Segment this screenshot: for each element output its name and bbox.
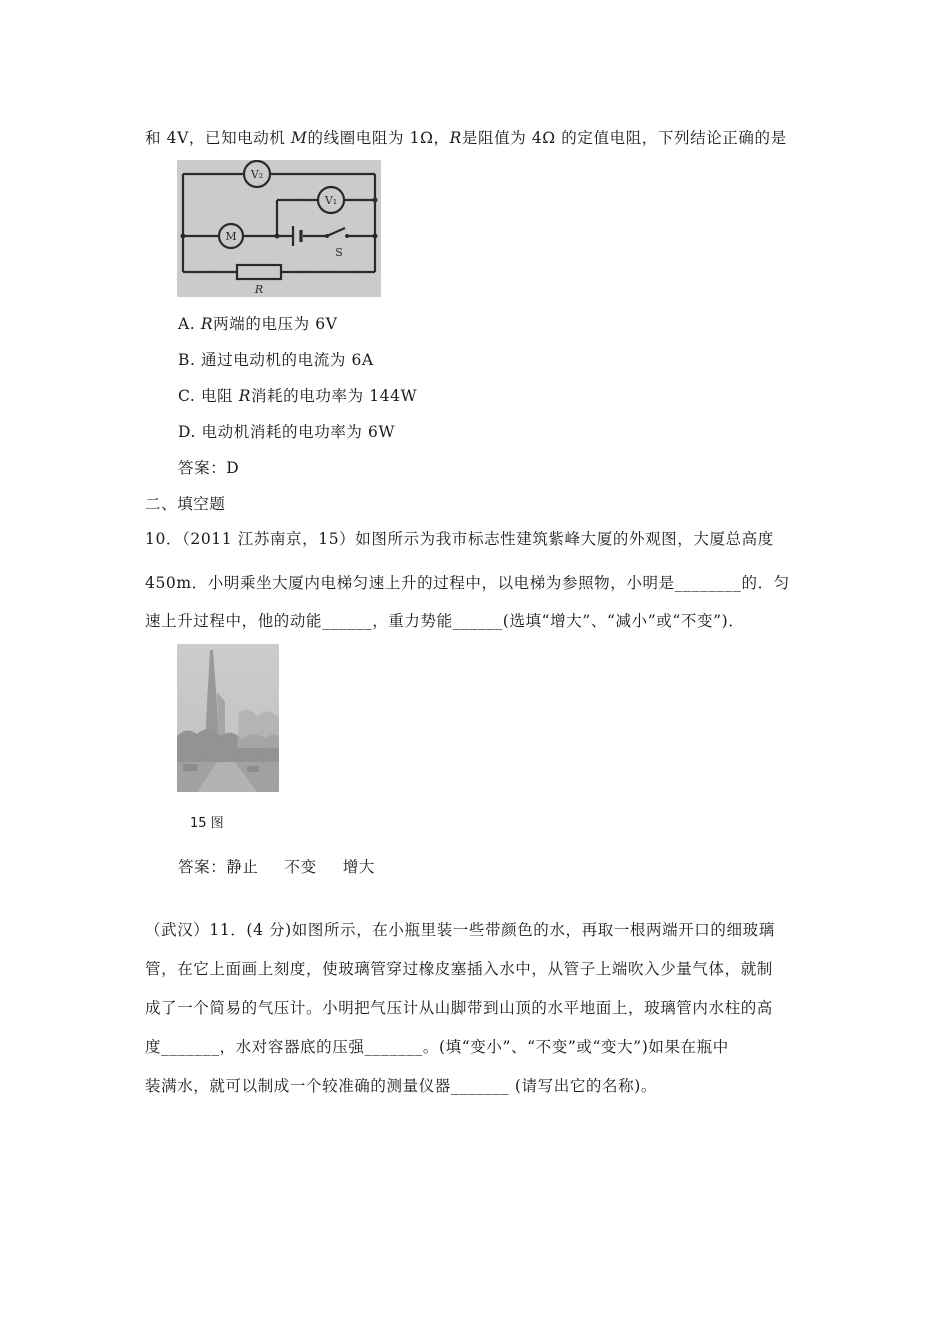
q10-answer: 答案：静止 不变 增大	[178, 858, 375, 876]
q9-option-c: C. 电阻 R消耗的电功率为 144W	[178, 387, 418, 405]
q11-line-1: （武汉）11．(4 分)如图所示，在小瓶里装一些带颜色的水，再取一根两端开口的细玻璃	[145, 921, 775, 939]
label-motor: M	[225, 230, 237, 243]
section-title: 二、填空题	[145, 495, 226, 513]
building-photo	[177, 644, 279, 792]
label-switch: S	[335, 246, 343, 259]
q9-stem-resistor-symbol: R	[449, 129, 462, 147]
label-v2: V₂	[250, 168, 264, 181]
q9-stem	[145, 128, 787, 148]
q11-line-2: 管，在它上面画上刻度，使玻璃管穿过橡皮塞插入水中，从管子上端吹入少量气体，就制	[145, 960, 773, 978]
circuit-diagram	[177, 160, 381, 297]
q11-line-5: 装满水，就可以制成一个较准确的测量仪器_______ (请写出它的名称)。	[145, 1077, 657, 1095]
q9-answer: 答案：D	[178, 459, 240, 477]
q9-stem-motor-symbol: M	[291, 129, 308, 147]
q9-stem-pre: 和 4V，已知电动机	[145, 129, 292, 147]
q11-line-3: 成了一个简易的气压计。小明把气压计从山脚带到山顶的水平地面上，玻璃管内水柱的高	[145, 999, 773, 1017]
q10-line-3: 速上升过程中，他的动能______，重力势能______(选填“增大”、“减小”或“不变”)．	[145, 612, 745, 630]
label-resistor: R	[254, 283, 264, 296]
label-v1: V₁	[324, 194, 338, 207]
q9-option-a: A. R两端的电压为 6V	[178, 315, 338, 333]
q9-stem-mid: 的线圈电阻为 1Ω，	[307, 129, 450, 147]
q10-line-2: 450m．小明乘坐大厦内电梯匀速上升的过程中，以电梯为参照物，小明是________的．匀	[145, 574, 790, 592]
q9-option-d: D. 电动机消耗的电功率为 6W	[178, 423, 396, 441]
q11-line-4: 度_______，水对容器底的压强_______。(填“变小”、“不变”或“变大”)如果在瓶中	[145, 1038, 729, 1056]
figure-caption: 15 图	[190, 816, 224, 831]
q9-stem-post: 是阻值为 4Ω 的定值电阻，下列结论正确的是	[461, 129, 787, 147]
q10-line-1: 10．（2011 江苏南京，15）如图所示为我市标志性建筑紫峰大厦的外观图，大厦总高度	[145, 530, 774, 548]
q9-option-b: B. 通过电动机的电流为 6A	[178, 351, 374, 369]
